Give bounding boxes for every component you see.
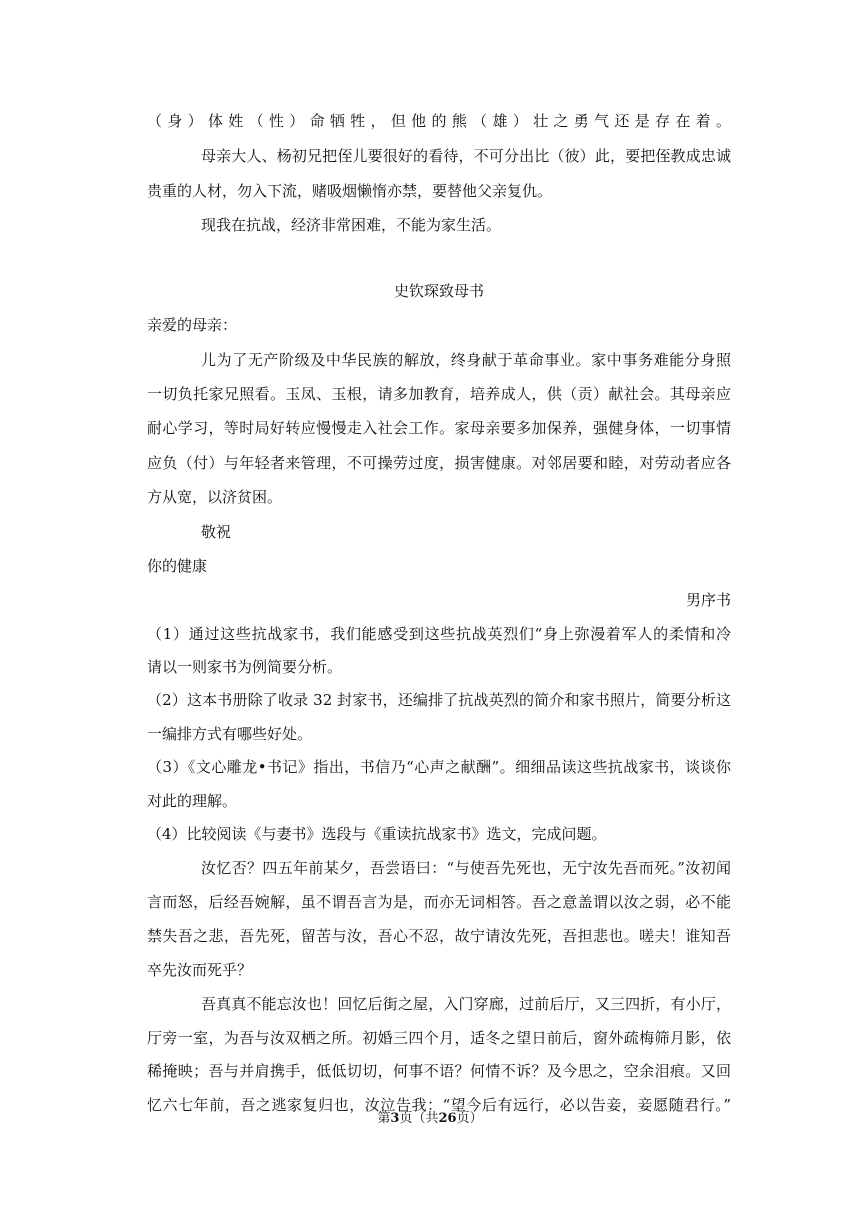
text-line: 稀掩映；吾与并肩携手，低低切切，何事不语？何情不诉？及今思之，空余泪痕。又回 — [147, 1062, 731, 1080]
text-line: 吾真真不能忘汝也！回忆后街之屋，入门穿廊，过前后厅，又三四折，有小厅， — [201, 995, 731, 1013]
footer-suffix: 页） — [456, 1111, 483, 1126]
text-line: 厅旁一室，为吾与汝双栖之所。初婚三四个月，适冬之望日前后，窗外疏梅筛月影，依 — [147, 1029, 731, 1047]
text-line: 禁失吾之悲，吾先死，留苦与汝，吾心不忍，故宁请汝先死，吾担悲也。嗟夫！谁知吾 — [147, 927, 731, 945]
text-line: 儿为了无产阶级及中华民族的解放，终身献于革命事业。家中事务难能分身照 — [201, 351, 731, 369]
question-1: （1）通过这些抗战家书，我们能感受到这些抗战英烈们“身上弥漫着军人的柔情和冷 — [147, 625, 731, 643]
question-4: （4）比较阅读《与妻书》选段与《重读抗战家书》选文，完成问题。 — [147, 825, 607, 843]
question-2: （2）这本书册除了收录 32 封家书，还编排了抗战英烈的简介和家书照片，简要分析这 — [147, 691, 731, 709]
text-line: 母亲大人、杨初兄把侄儿要很好的看待，不可分出比（彼）此，要把侄教成忠诚 — [201, 147, 731, 165]
letter-title: 史钦琛致母书 — [393, 282, 484, 300]
text-line: 应负（付）与年轻者来管理，不可操劳过度，损害健康。对邻居要和睦，对劳动者应各 — [147, 454, 731, 472]
text-line: 耐心学习，等时局好转应慢慢走入社会工作。家母亲要多加保养，强健身体，一切事情 — [147, 419, 731, 437]
text-line: 一切负托家兄照看。玉凤、玉根，请多加教育，培养成人，供（贡）献社会。其母亲应 — [147, 385, 731, 403]
text-line: 忆六七年前，吾之逃家复归也，汝泣告我：“望今后有远行，必以告妾，妾愿随君行。” — [147, 1096, 731, 1114]
text-line: （身）体姓（性）命牺牲，但他的熊（雄）壮之勇气还是存在着。 — [147, 112, 731, 130]
footer-middle: 页（共 — [399, 1111, 439, 1126]
question-3: （3）《文心雕龙•书记》指出，书信乃“心声之献酬”。细细品读这些抗战家书，谈谈你 — [147, 758, 731, 776]
text-line: 现我在抗战，经济非常困难，不能为家生活。 — [201, 216, 502, 234]
text-line: 言而怒，后经吾婉解，虽不谓吾言为是，而亦无词相答。吾之意盖谓以汝之弱，必不能 — [147, 893, 731, 911]
page-footer — [0, 1110, 860, 1128]
footer-page-number: 3 — [390, 1111, 400, 1126]
text-line: 汝忆否？四五年前某夕，吾尝语曰：“与使吾先死也，无宁汝先吾而死。”汝初闻 — [201, 859, 731, 877]
signature: 男序书 — [685, 591, 731, 609]
closing-wish: 你的健康 — [147, 557, 208, 575]
text-line: 卒先汝而死乎？ — [147, 961, 253, 979]
text-line: 方从宽，以济贫困。 — [147, 488, 283, 506]
question-2-cont: 一编排方式有哪些好处。 — [147, 725, 313, 743]
footer-total-pages: 26 — [438, 1111, 457, 1126]
question-1-cont: 请以一则家书为例简要分析。 — [147, 658, 343, 676]
salutation: 亲爱的母亲： — [147, 316, 238, 334]
closing-greeting: 敬祝 — [201, 523, 232, 541]
question-3-cont: 对此的理解。 — [147, 792, 238, 810]
text-line: 贵重的人材，勿入下流，赌吸烟懒惰亦禁，要替他父亲复仇。 — [147, 182, 553, 200]
footer-prefix: 第 — [377, 1111, 391, 1126]
